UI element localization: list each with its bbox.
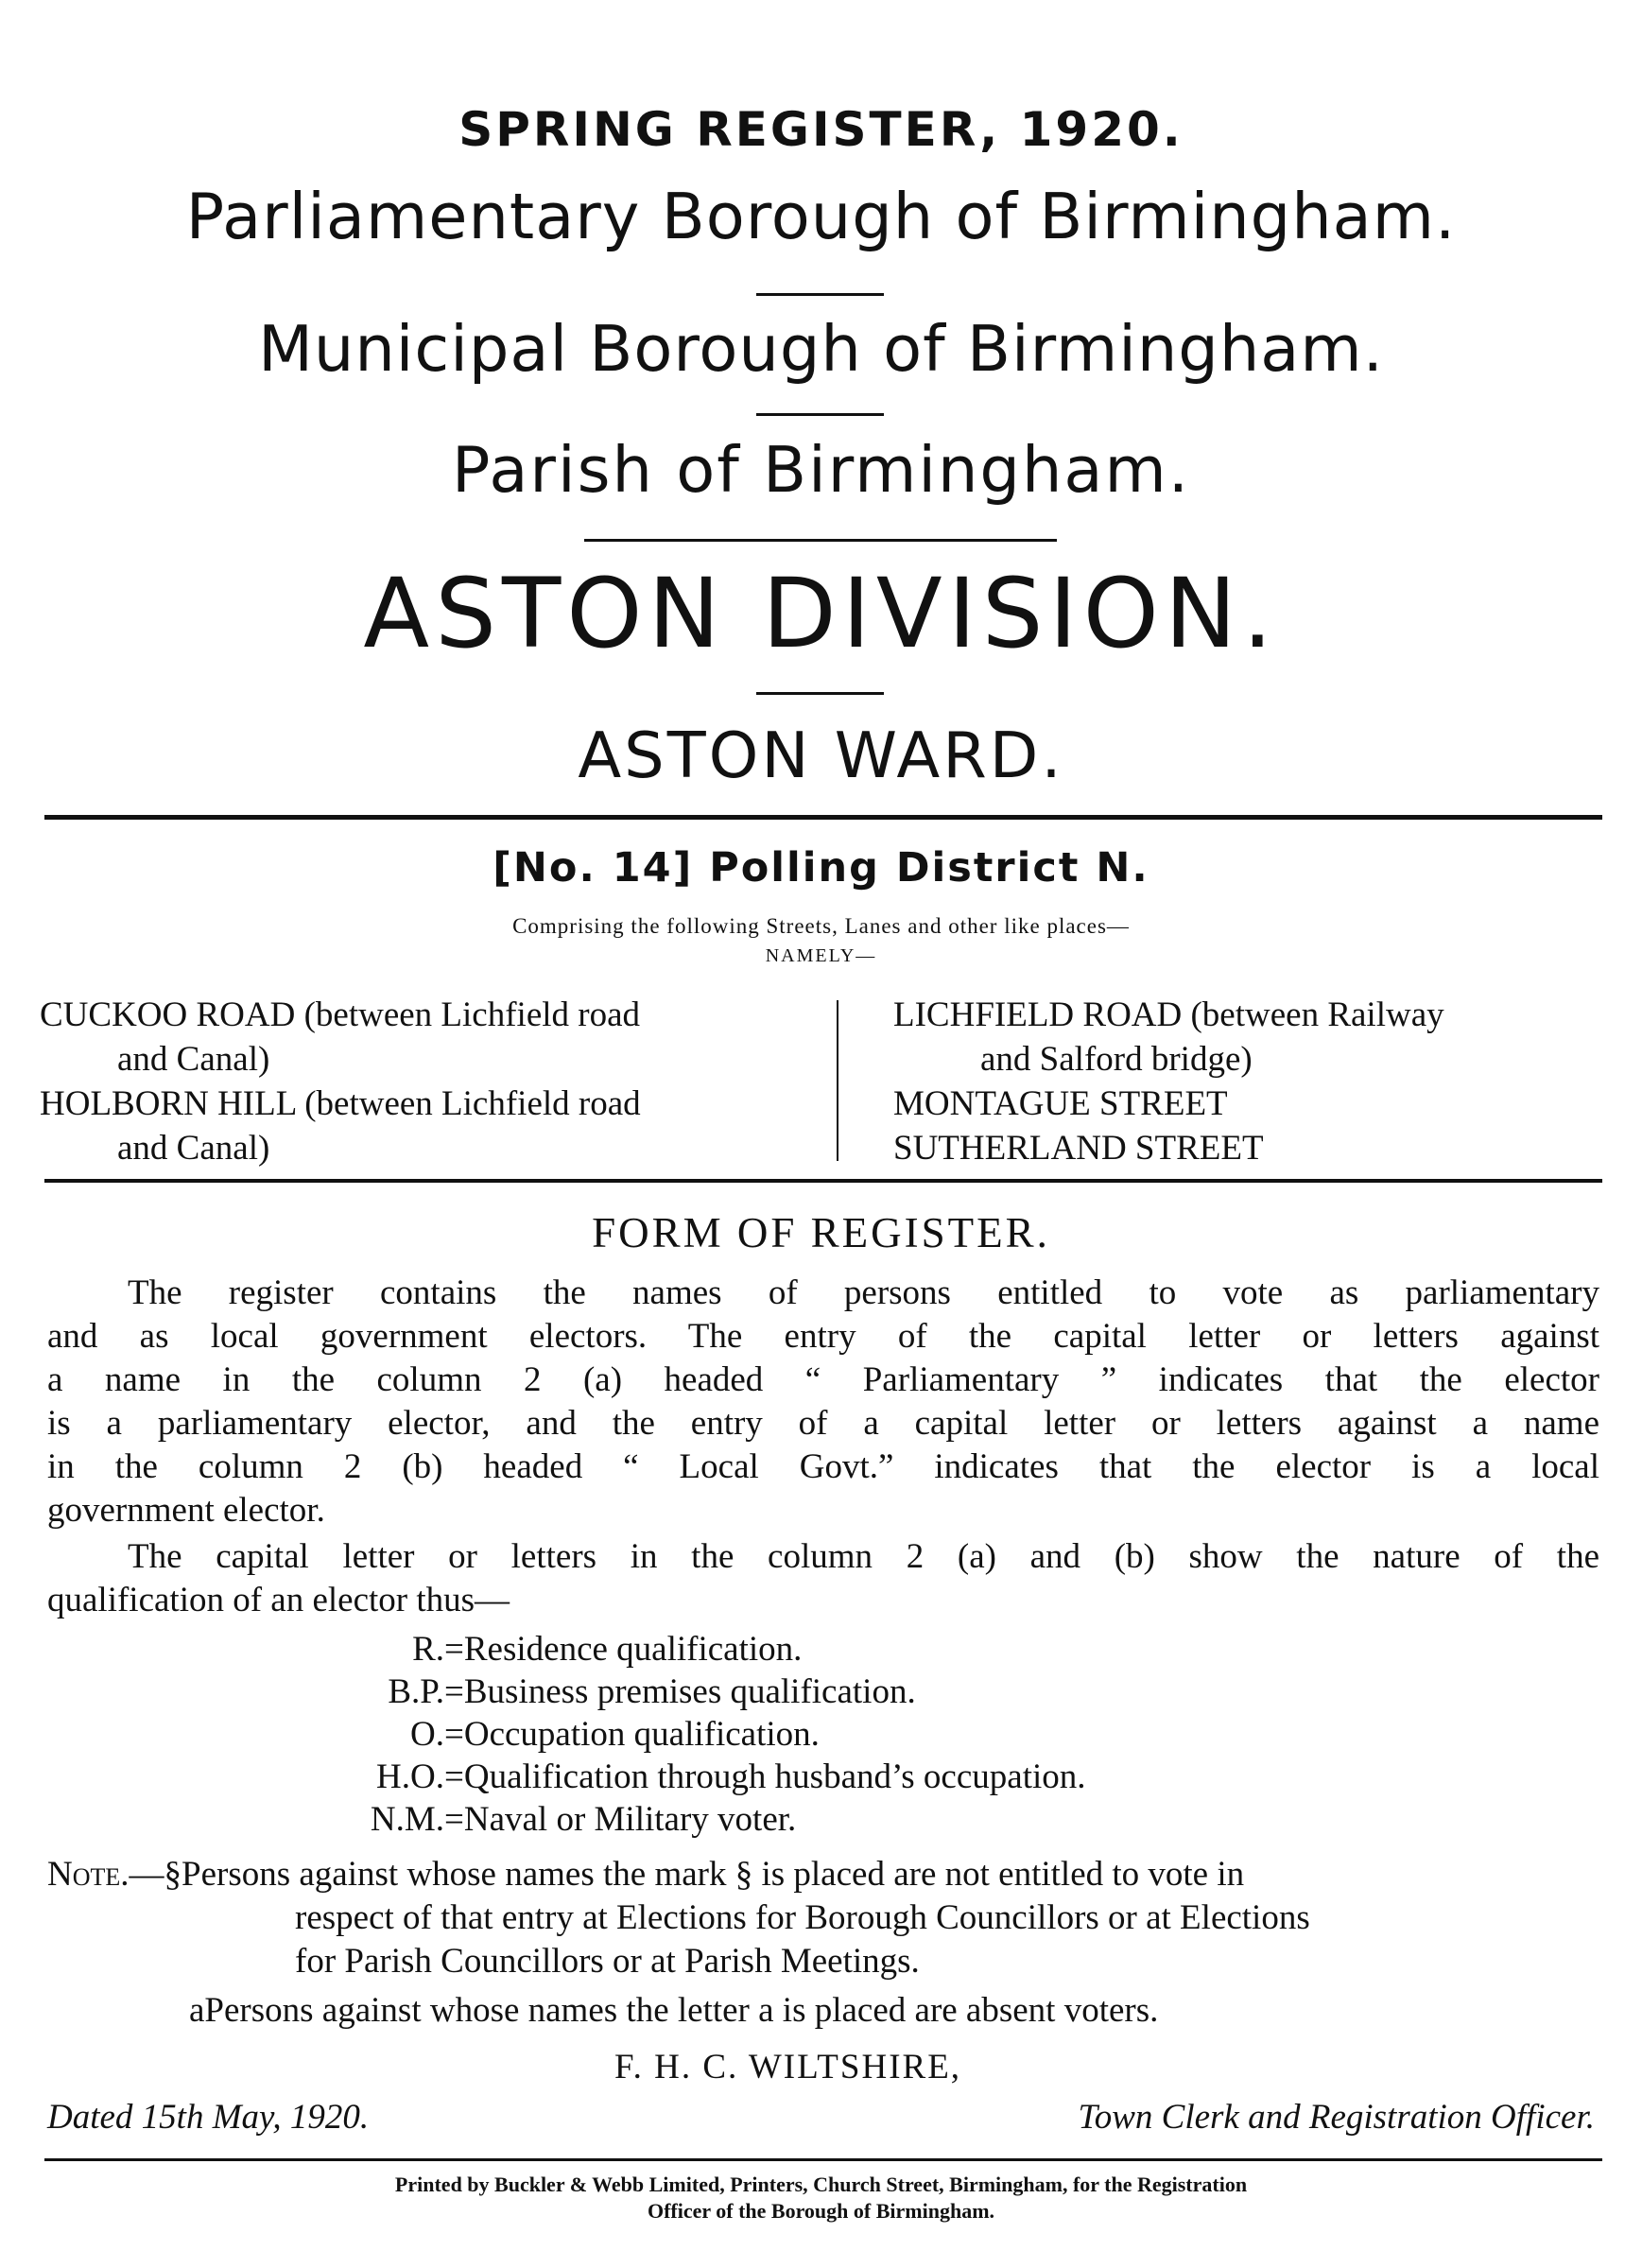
qualification-item xyxy=(340,1713,1086,1756)
municipal-borough-heading: Municipal Borough of Birmingham. xyxy=(258,312,1384,386)
qualification-item xyxy=(340,1671,1086,1713)
polling-district-title: [No. 14] Polling District N. xyxy=(493,844,1149,892)
form-title: FORM OF REGISTER. xyxy=(592,1209,1050,1256)
qualification-code: R. xyxy=(412,1630,444,1669)
register-heading: SPRING REGISTER, 1920. xyxy=(458,102,1184,157)
paragraph-line: is a parliamentary elector, and the entry of a capital letter or letters against a name xyxy=(47,1404,1599,1443)
note-label: Note.— xyxy=(47,1855,164,1894)
rule-mid-thick xyxy=(44,1179,1602,1183)
qualification-text: =Naval or Military voter. xyxy=(444,1800,797,1839)
printer-line-1: Printed by Buckler & Webb Limited, Printers, Church Street, Birmingham, for the Registration xyxy=(394,2173,1248,2196)
signatory-title: Town Clerk and Registration Officer. xyxy=(1078,2098,1595,2137)
printer-line-2: Officer of the Borough of Birmingham. xyxy=(647,2199,995,2223)
absent-voters-note: aPersons against whose names the letter a is placed are absent voters. xyxy=(189,1991,1159,2030)
rule-top-thick xyxy=(44,815,1602,820)
parliamentary-borough-heading: Parliamentary Borough of Birmingham. xyxy=(185,180,1457,253)
division-heading: ASTON DIVISION. xyxy=(363,558,1279,670)
street-line: and Canal) xyxy=(117,1129,270,1168)
street-line: LICHFIELD ROAD (between Railway xyxy=(893,995,1444,1034)
parish-heading: Parish of Birmingham. xyxy=(451,433,1191,507)
paragraph-line: a name in the column 2 (a) headed “ Parliamentary ” indicates that the elector xyxy=(47,1360,1599,1399)
qualification-item xyxy=(340,1628,1086,1671)
qualification-text: =Residence qualification. xyxy=(444,1630,803,1669)
qualification-text: =Occupation qualification. xyxy=(444,1715,820,1754)
paragraph-line: and as local government electors. The entry of the capital letter or letters against xyxy=(47,1317,1599,1356)
namely-text: NAMELY— xyxy=(765,945,877,966)
divider-4 xyxy=(756,692,884,695)
qualification-code: B.P. xyxy=(388,1672,444,1711)
street-line: and Canal) xyxy=(117,1040,270,1079)
rule-bottom xyxy=(44,2158,1602,2161)
note-line: for Parish Councillors or at Parish Meetings. xyxy=(295,1942,920,1981)
note-block xyxy=(47,1853,1602,1983)
street-line: SUTHERLAND STREET xyxy=(893,1129,1264,1168)
form-paragraph-2 xyxy=(47,1535,1599,1622)
form-paragraph-1 xyxy=(47,1272,1599,1532)
street-line: MONTAGUE STREET xyxy=(893,1084,1228,1123)
signatory-name: F. H. C. WILTSHIRE, xyxy=(614,2048,962,2086)
paragraph-last-line: government elector. xyxy=(47,1491,325,1530)
column-divider xyxy=(837,1000,838,1161)
comprising-text: Comprising the following Streets, Lanes and other like places— xyxy=(512,914,1130,938)
divider-1 xyxy=(756,293,884,296)
qualification-code: N.M. xyxy=(370,1800,444,1839)
qualification-list xyxy=(340,1628,1086,1841)
street-line: and Salford bridge) xyxy=(980,1040,1253,1079)
street-line: HOLBORN HILL (between Lichfield road xyxy=(40,1084,641,1123)
qualification-text: =Qualification through husband’s occupation. xyxy=(444,1757,1086,1796)
qualification-item xyxy=(340,1798,1086,1841)
ward-heading: ASTON WARD. xyxy=(578,718,1064,792)
divider-2 xyxy=(756,413,884,416)
streets-left-column xyxy=(40,993,641,1170)
paragraph-line: in the column 2 (b) headed “ Local Govt.” indicates that the elector is a local xyxy=(47,1447,1599,1486)
qualification-code: H.O. xyxy=(376,1757,444,1796)
note-line: respect of that entry at Elections for Borough Councillors or at Elections xyxy=(295,1898,1310,1937)
qualification-item xyxy=(340,1756,1086,1798)
paragraph-last-line: qualification of an elector thus— xyxy=(47,1581,510,1619)
divider-3 xyxy=(584,539,1057,542)
dated-line: Dated 15th May, 1920. xyxy=(47,2098,370,2137)
note-line: §Persons against whose names the mark § is placed are not entitled to vote in xyxy=(164,1855,1245,1894)
paragraph-line: The register contains the names of persons entitled to vote as parliamentary xyxy=(128,1273,1599,1312)
qualification-text: =Business premises qualification. xyxy=(444,1672,916,1711)
streets-right-column xyxy=(893,993,1444,1170)
qualification-code: O. xyxy=(410,1715,444,1754)
paragraph-line: The capital letter or letters in the column 2 (a) and (b) show the nature of the xyxy=(128,1537,1599,1576)
street-line: CUCKOO ROAD (between Lichfield road xyxy=(40,995,641,1034)
